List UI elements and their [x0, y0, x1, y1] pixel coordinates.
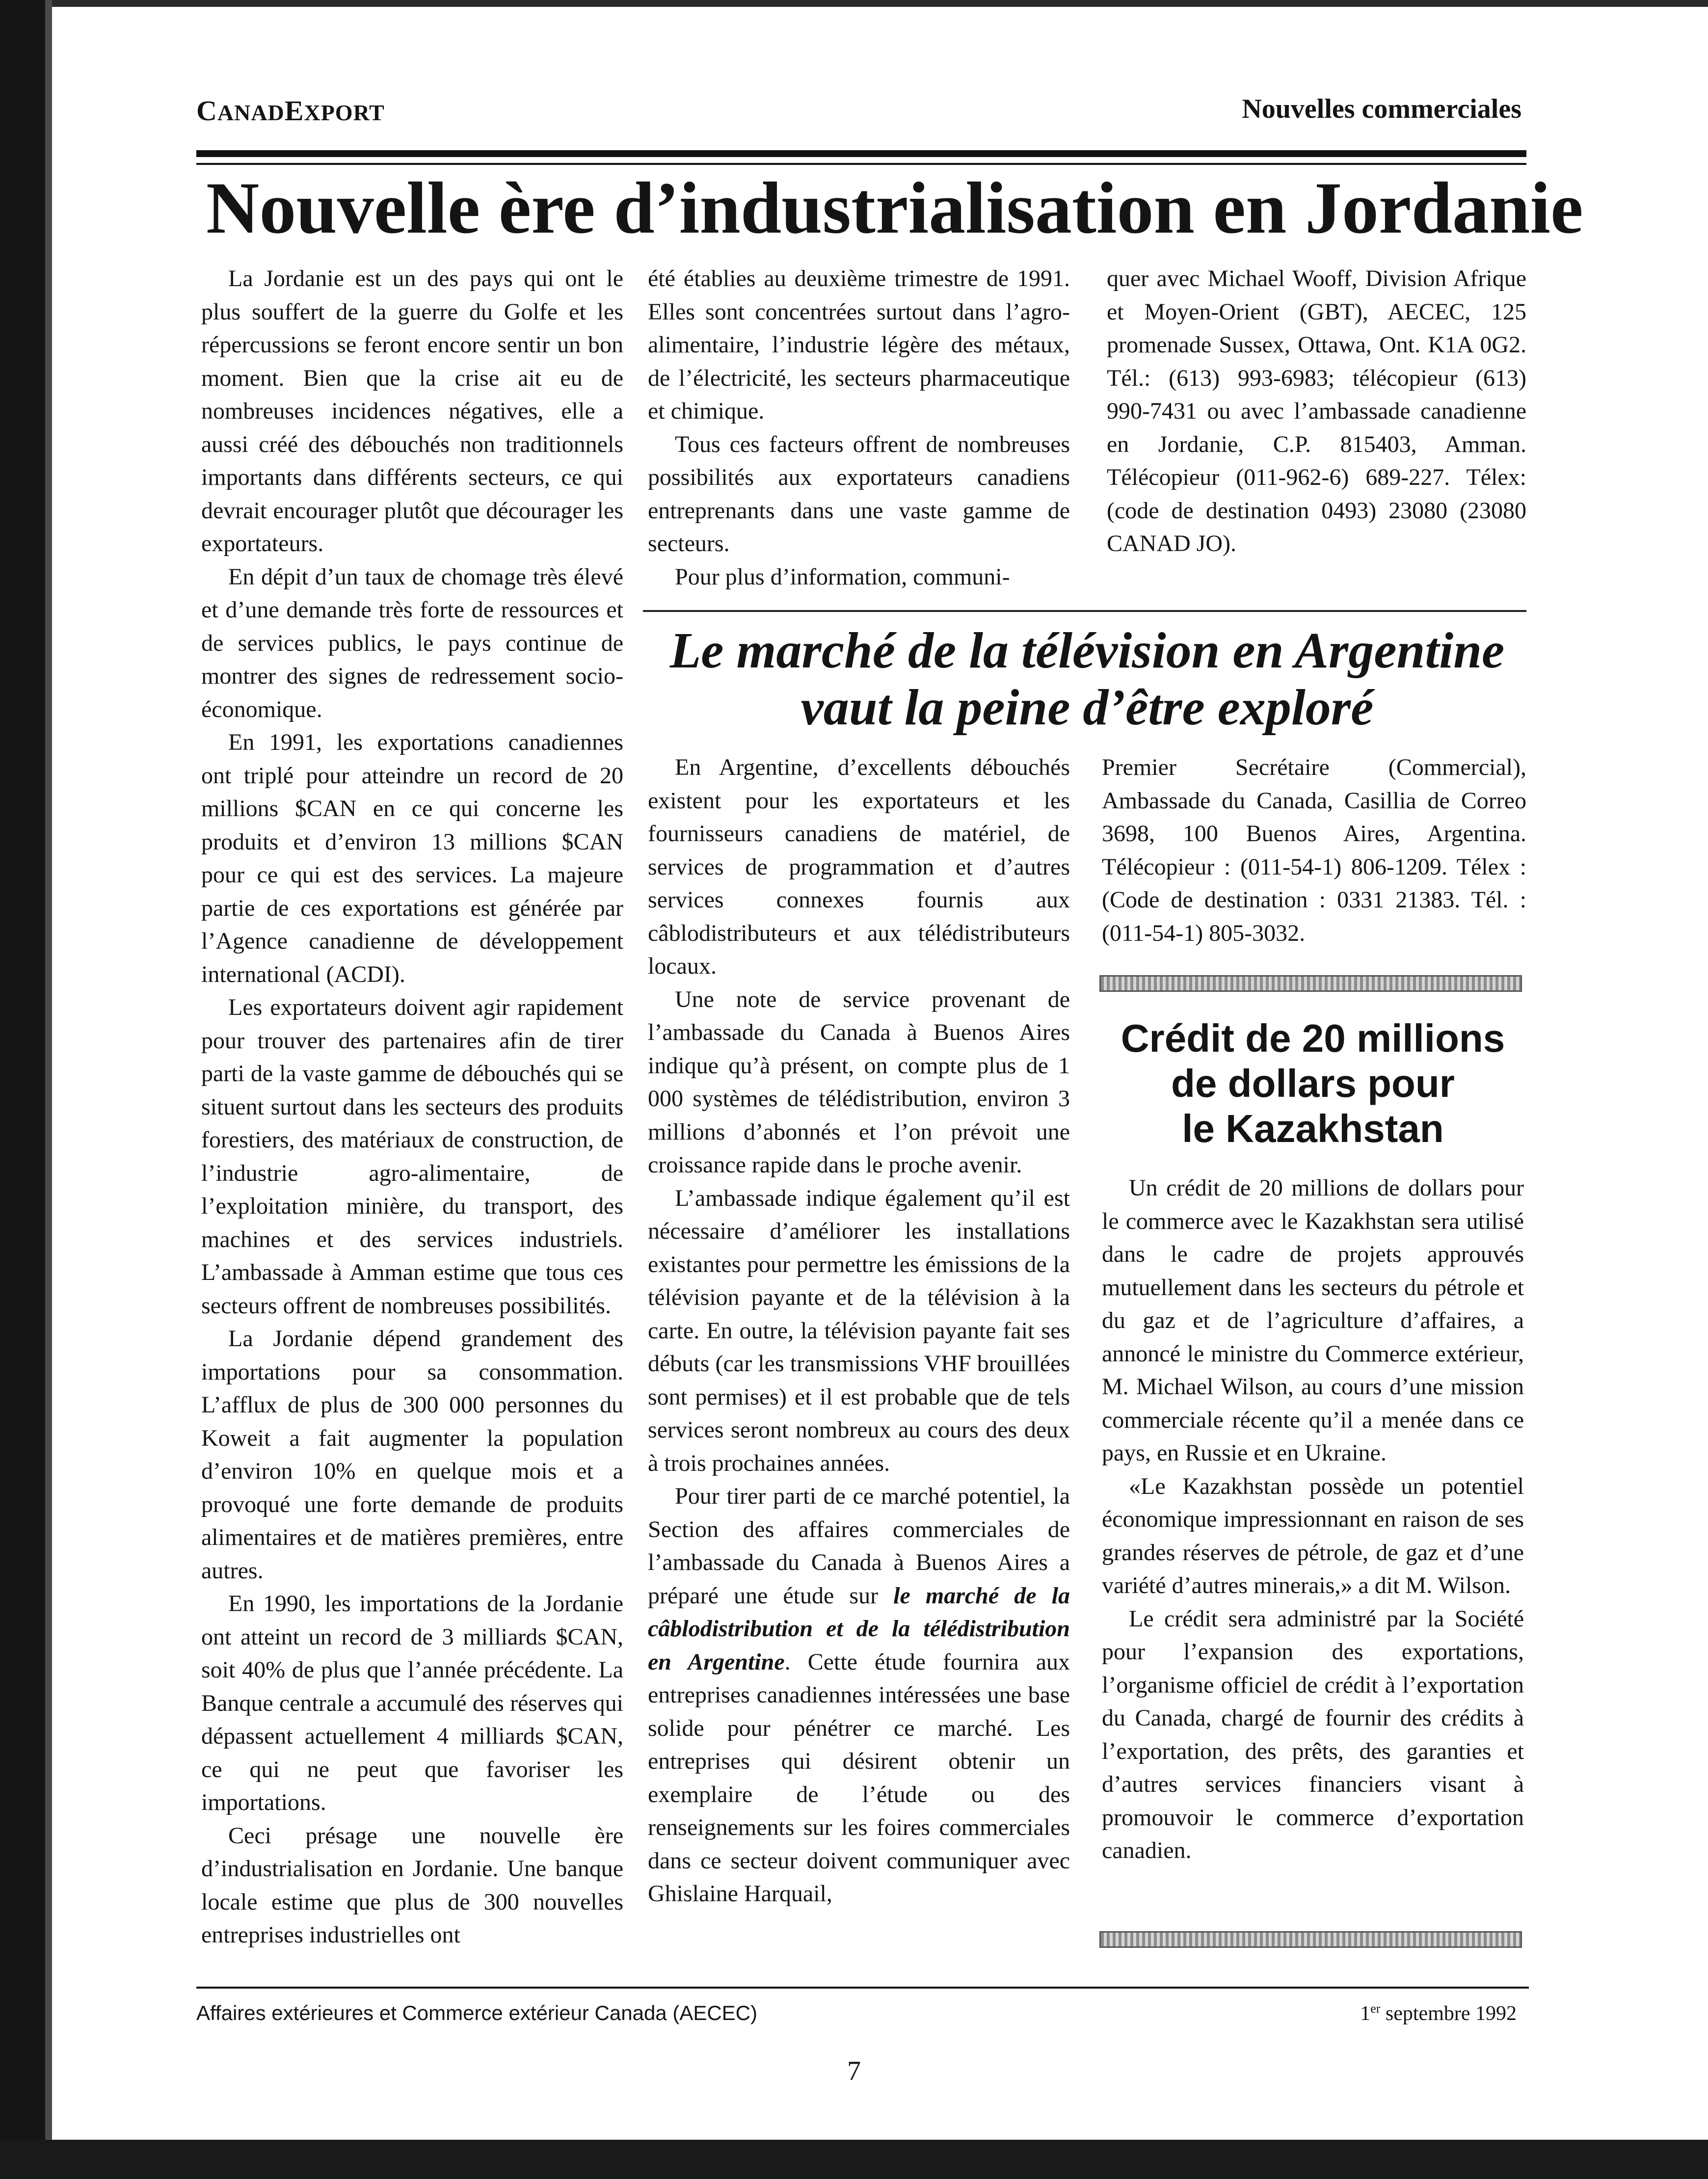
footer-date-sup: er — [1370, 2001, 1381, 2016]
article2-column-1 — [648, 751, 1070, 1911]
article3-paragraph: Le crédit sera administré par la Société pour l’expansion des exportations, l’organisme officiel de crédit à l’exportation du Canada, chargé de fournir des crédits à l’exportation, des prêts, des garanties et d’autres services financiers visant à promouvoir le commerce d’exportation canadien. — [1102, 1605, 1524, 1863]
article2-contact-paragraph: Premier Secrétaire (Commercial), Ambassade du Canada, Casillia de Correo 3698, 100 Buenos Aires, Argentina. Télécopieur : (011-54-1) 806-1209. Télex : (Code de destination : 0331 21383. Tél. : (011-54-1) 805-3032. — [1102, 754, 1526, 946]
article2-title-line: Le marché de la télévision en Argentine — [669, 622, 1505, 679]
footer-date-day: 1 — [1360, 2002, 1371, 2025]
article3-paragraph: Un crédit de 20 millions de dollars pour le commerce avec le Kazakhstan sera utilisé dans le cadre de projets approuvés mutuellement dans les secteurs du pétrole et du gaz et de l’agriculture d’affaires, a annoncé le ministre du Commerce extérieur, M. Michael Wilson, au cours d’une mission commerciale récente qu’il a menée dans ce pays, en Russie et en Ukraine. — [1102, 1175, 1524, 1466]
footer-rule — [196, 1987, 1529, 1989]
article2-text: . Cette étude fournira aux entreprises canadiennes intéressées une base solide pour pénétrer ce marché. Les entreprises qui désirent obtenir un exemplaire de l’étude ou des renseignements sur les foires commerciales dans ce secteur doivent communiquer avec Ghislaine Harquail, — [648, 1648, 1070, 1907]
article1-column-1 — [201, 262, 623, 1952]
article2-paragraph — [648, 1480, 1070, 1911]
article1-paragraph: En 1990, les importations de la Jordanie ont atteint un record de 3 milliards $CAN, soit 40% de plus que l’année précédente. La Banque centrale a accumulé des réserves qui dépassent actuellement 4 milliards $CAN, ce qui ne peut que favoriser les importations. — [201, 1591, 623, 1815]
footer-date — [1360, 2001, 1517, 2025]
footer-date-rest: septembre 1992 — [1380, 2002, 1517, 2025]
article-separator-rule — [643, 610, 1526, 612]
article1-paragraph: En dépit d’un taux de chomage très élevé et d’une demande très forte de ressources et de services publics, le pays continue de montrer des signes de redressement socio-économique. — [201, 563, 623, 722]
article2-column-2 — [1102, 751, 1526, 950]
article3-title — [1102, 1016, 1524, 1151]
article2-study-title: le marché de la câblodistribution et de la télédistribution en Argentine — [648, 1582, 1070, 1675]
scan-border-left-shadow — [45, 0, 52, 2179]
footer-agency: Affaires extérieures et Commerce extérieur Canada (AECEC) — [196, 2001, 758, 2024]
article1-paragraph: Ceci présage une nouvelle ère d’industrialisation en Jordanie. Une banque locale estime que plus de 300 nouvelles entreprises industrielles ont — [201, 1822, 623, 1948]
article1-title: Nouvelle ère d’industrialisation en Jordanie — [206, 167, 1583, 249]
article3-column — [1102, 1171, 1524, 1867]
section-name: Nouvelles commerciales — [1242, 94, 1521, 124]
article1-column-3 — [1107, 262, 1526, 560]
scan-border-top — [0, 0, 1708, 7]
article1-paragraph: Tous ces facteurs offrent de nombreuses possibilités aux exportateurs canadiens entreprenants dans une vaste gamme de secteurs. — [648, 431, 1070, 557]
article1-paragraph: La Jordanie est un des pays qui ont le plus souffert de la guerre du Golfe et les répercussions se feront encore sentir un bon moment. Bien que la crise ait eu de nombreuses incidences négatives, elle a aussi créé des débouchés non traditionnels importants dans différents secteurs, ce qui devrait encourager plutôt que décourager les exportateurs. — [201, 266, 623, 557]
header-rule-thick — [196, 150, 1526, 157]
article1-paragraph: La Jordanie dépend grandement des importations pour sa consommation. L’afflux de plus de 300 000 personnes du Koweit a fait augmenter la population d’environ 10% en quelque mois et a provoqué une forte demande de produits alimentaires et de matières premières, entre autres. — [201, 1326, 623, 1584]
decorative-gray-bar — [1099, 1931, 1522, 1948]
decorative-gray-bar — [1099, 975, 1522, 992]
scan-border-left — [0, 0, 45, 2179]
article2-text: Pour tirer parti de ce marché potentiel, la Section des affaires commerciales de l’ambassade du Canada à Buenos Aires a préparé une étude sur — [648, 1483, 1070, 1609]
article1-contact-paragraph: quer avec Michael Wooff, Division Afrique et Moyen-Orient (GBT), AECEC, 125 promenade Sussex, Ottawa, Ont. K1A 0G2. Tél.: (613) 993-6983; télécopieur (613) 990-7431 ou avec l’ambassade canadienne en Jordanie, C.P. 815403, Amman. Télécopieur (011-962-6) 689-227. Télex: (code de destination 0493) 23080 (23080 CANAD JO). — [1107, 266, 1526, 557]
article1-column-2 — [648, 262, 1070, 593]
article3-title-line: le Kazakhstan — [1182, 1107, 1444, 1150]
article1-paragraph: été établies au deuxième trimestre de 1991. Elles sont concentrées surtout dans l’agro-alimentaire, l’industrie légère des métaux, de l’électricité, les secteurs pharmaceutique et chimique. — [648, 266, 1070, 424]
article3-title-line: Crédit de 20 millions — [1121, 1016, 1505, 1060]
article2-title — [648, 622, 1526, 736]
article1-paragraph: Les exportateurs doivent agir rapidement pour trouver des partenaires afin de tirer parti de la vaste gamme de débouchés qui se situent surtout dans les secteurs des produits forestiers, des matériaux de construction, de l’industrie agro-alimentaire, de l’exploitation minière, du transport, des machines et des services industriels. L’ambassade à Amman estime que tous ces secteurs offrent de nombreuses possibilités. — [201, 994, 623, 1319]
publication-name: CANADEXPORT — [196, 95, 385, 127]
header-rule-thin — [196, 163, 1526, 165]
article1-paragraph: Pour plus d’information, communi- — [675, 563, 1010, 590]
article1-paragraph: En 1991, les exportations canadiennes ont triplé pour atteindre un record de 20 millions $CAN en ce qui concerne les produits et d’environ 13 millions $CAN pour ce qui est des services. La majeure partie de ces exportations est générée par l’Agence canadienne de développement international (ACDI). — [201, 729, 623, 987]
article2-paragraph: En Argentine, d’excellents débouchés existent pour les exportateurs et les fournisseurs canadiens de matériel, de services de programmation et d’autres services connexes fournis aux câblodistributeurs et aux télédistributeurs locaux. — [648, 754, 1070, 979]
article2-paragraph: Une note de service provenant de l’ambassade du Canada à Buenos Aires indique qu’à présent, on compte plus de 1 000 systèmes de télédistribution, environ 3 millions d’abonnés et l’on prévoit une croissance rapide dans le proche avenir. — [648, 986, 1070, 1178]
page-number: 7 — [847, 2056, 861, 2086]
article3-paragraph: «Le Kazakhstan possède un potentiel économique impressionnant en raison de ses grandes réserves de pétrole, de gaz et d’une variété d’autres minerais,» a dit M. Wilson. — [1102, 1473, 1524, 1598]
article2-title-line: vaut la peine d’être exploré — [801, 679, 1374, 736]
scan-border-bottom — [0, 2140, 1708, 2179]
article2-paragraph: L’ambassade indique également qu’il est nécessaire d’améliorer les installations existantes pour permettre les émissions de la télévision payante et de la télévision à la carte. En outre, la télévision payante fait ses débuts (car les transmissions VHF brouillées sont permises) et il est probable que de tels services seront nombreux au cours des deux à trois prochaines années. — [648, 1185, 1070, 1476]
article3-title-line: de dollars pour — [1171, 1062, 1455, 1105]
